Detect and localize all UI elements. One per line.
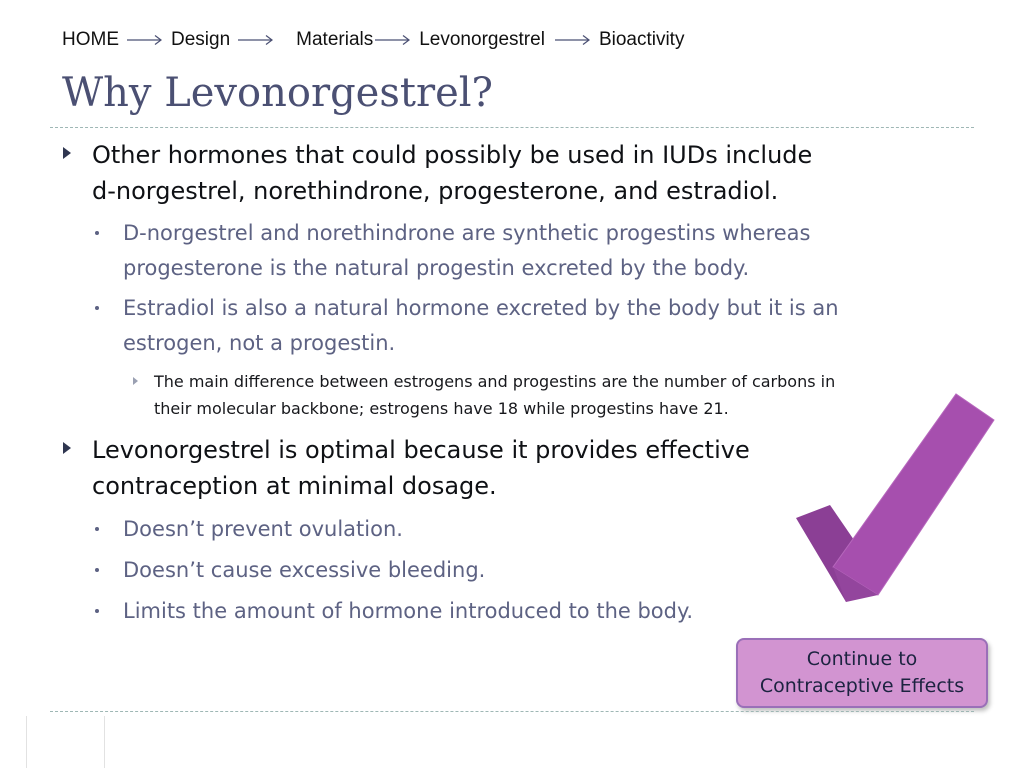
bullet-text-line: Doesn’t cause excessive bleeding. — [123, 558, 486, 582]
bullet-text-line: d-norgestrel, norethindrone, progesterone, and estradiol. — [92, 177, 779, 205]
triangle-bullet-icon — [63, 147, 71, 159]
dot-bullet-icon — [95, 568, 99, 572]
continue-button[interactable] — [736, 638, 988, 708]
bullet-text-line: contraception at minimal dosage. — [92, 472, 497, 500]
checkmark-icon — [790, 390, 1000, 609]
list-item — [123, 291, 943, 361]
slide-number-box — [26, 716, 105, 768]
arrow-right-icon — [375, 34, 411, 46]
dot-bullet-icon — [95, 231, 99, 235]
page-title: Why Levonorgestrel? — [62, 70, 493, 116]
list-item — [123, 216, 943, 286]
bullet-text-line: Limits the amount of hormone introduced to the body. — [123, 599, 694, 623]
triangle-bullet-icon — [63, 442, 71, 454]
breadcrumb-levonorgestrel[interactable]: Levonorgestrel — [419, 29, 545, 50]
dot-bullet-icon — [95, 527, 99, 531]
breadcrumb-bioactivity[interactable]: Bioactivity — [598, 29, 685, 50]
dot-bullet-icon — [95, 306, 99, 310]
dot-bullet-icon — [95, 609, 99, 613]
list-item — [123, 594, 763, 629]
bullet-text-line: estrogen, not a progestin. — [123, 331, 396, 355]
bullet-text-line: their molecular backbone; estrogens have 18 while progestins have 21. — [154, 399, 729, 418]
breadcrumb-design[interactable]: Design — [171, 29, 231, 50]
breadcrumb — [62, 28, 684, 52]
bullet-text-line: D-norgestrel and norethindrone are synthetic progestins whereas — [123, 221, 811, 245]
list-item — [123, 553, 763, 588]
breadcrumb-materials[interactable]: Materials — [296, 29, 374, 50]
arrow-right-icon — [127, 34, 163, 46]
breadcrumb-home[interactable]: HOME — [62, 29, 119, 50]
arrow-right-icon — [238, 34, 274, 46]
bullet-text-line: progesterone is the natural progestin excreted by the body. — [123, 256, 750, 280]
triangle-bullet-icon — [133, 377, 138, 385]
bullet-text-line: Estradiol is also a natural hormone excreted by the body but it is an — [123, 296, 839, 320]
arrow-right-icon — [555, 34, 591, 46]
bullet-text-line: Levonorgestrel is optimal because it provides effective — [92, 436, 750, 464]
list-item — [92, 432, 792, 504]
bullet-text-line: The main difference between estrogens and progestins are the number of carbons in — [154, 372, 836, 391]
footer-divider — [50, 711, 974, 712]
continue-button-label: Continue to — [806, 648, 918, 670]
continue-button-label: Contraceptive Effects — [759, 675, 965, 697]
list-item — [123, 512, 763, 547]
bullet-text-line: Doesn’t prevent ovulation. — [123, 517, 403, 541]
list-item — [92, 137, 922, 209]
title-divider — [50, 127, 974, 128]
bullet-text-line: Other hormones that could possibly be used in IUDs include — [92, 141, 813, 169]
